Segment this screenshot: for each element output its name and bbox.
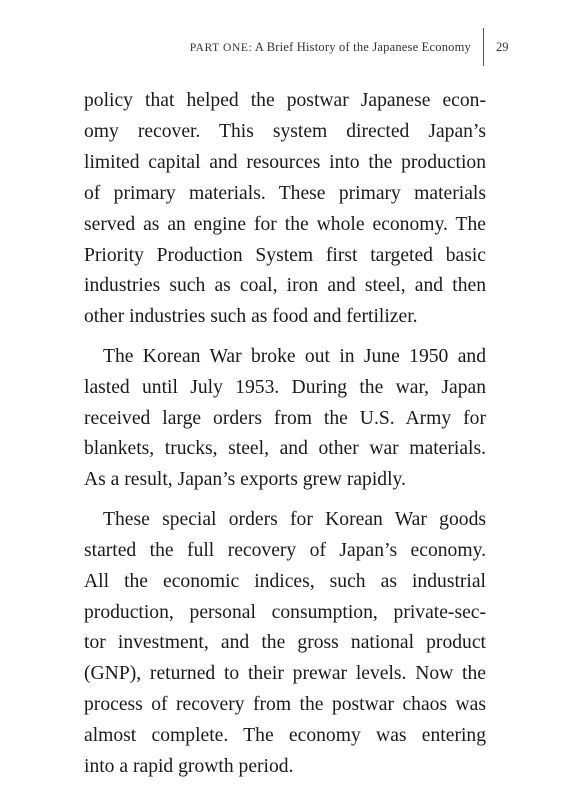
text-line: The Korean War broke out in June 1950 and xyxy=(103,345,486,367)
paragraph-2 xyxy=(84,342,486,497)
text-line: policy that helped the postwar Japanese econ- xyxy=(84,90,486,111)
text-line: All the economic indices, such as industrial xyxy=(84,570,486,592)
page-number: 29 xyxy=(496,40,509,54)
text-line: limited capital and resources into the production xyxy=(84,151,486,173)
body-text xyxy=(84,86,486,791)
text-line: process of recovery from the postwar chaos was xyxy=(84,694,486,716)
running-head-title: A Brief History of the Japanese Economy xyxy=(254,40,471,54)
running-head-part: PART ONE: xyxy=(189,42,253,54)
text-line: Priority Production System first targeted basic xyxy=(84,244,486,266)
running-head xyxy=(190,40,471,55)
text-line: blankets, trucks, steel, and other war materials. xyxy=(84,438,486,460)
text-line: of primary materials. These primary materials xyxy=(84,182,486,204)
text-line: received large orders from the U.S. Army for xyxy=(84,407,486,429)
text-line: These special orders for Korean War goods xyxy=(103,508,486,530)
paragraph-1 xyxy=(84,86,486,333)
text-line: omy recover. This system directed Japan’s xyxy=(84,120,486,142)
text-line: served as an engine for the whole economy. The xyxy=(84,213,486,235)
text-line: into a rapid growth period. xyxy=(84,756,294,778)
text-line: As a result, Japan’s exports grew rapidly. xyxy=(84,469,406,491)
text-line: almost complete. The economy was entering xyxy=(84,725,486,747)
text-line: lasted until July 1953. During the war, Japan xyxy=(84,376,486,398)
text-line: (GNP), returned to their prewar levels. Now the xyxy=(84,663,486,685)
text-line: tor investment, and the gross national product xyxy=(84,632,486,654)
text-line: industries such as coal, iron and steel, and then xyxy=(84,275,486,297)
text-line: other industries such as food and fertilizer. xyxy=(84,306,418,328)
text-line: production, personal consumption, private-sec- xyxy=(84,601,486,623)
header-divider xyxy=(483,28,484,66)
text-line: started the full recovery of Japan’s economy. xyxy=(84,539,486,561)
paragraph-3 xyxy=(84,505,486,783)
